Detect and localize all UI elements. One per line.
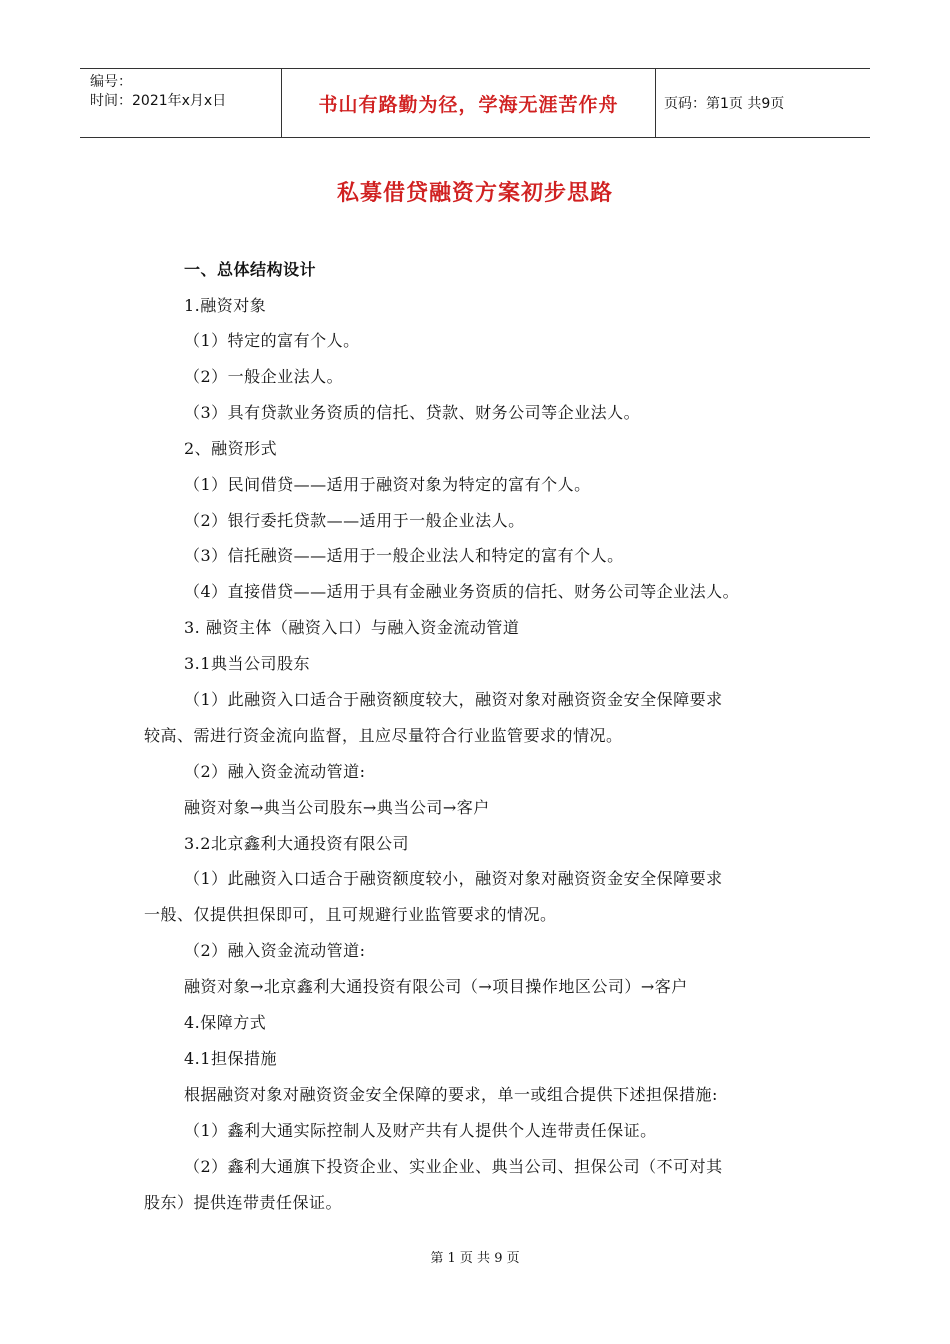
header-meta-cell — [80, 69, 282, 137]
flow-line: 融资对象→典当公司股东→典当公司→客户 — [184, 798, 490, 817]
subsection-heading: 2、融资形式 — [184, 439, 278, 458]
paragraph-line: （1）此融资入口适合于融资额度较小，融资对象对融资资金安全保障要求 — [184, 869, 723, 888]
subsection-heading: 3.1典当公司股东 — [184, 654, 310, 673]
document-title: 私募借贷融资方案初步思路 — [336, 181, 613, 206]
subsection-heading: 1.融资对象 — [184, 296, 267, 315]
list-item: （3）信托融资——适用于一般企业法人和特定的富有个人。 — [184, 546, 624, 565]
subsection-heading: 4.1担保措施 — [184, 1049, 277, 1068]
list-item: （2）银行委托贷款——适用于一般企业法人。 — [184, 511, 525, 530]
list-item: （1）鑫利大通实际控制人及财产共有人提供个人连带责任保证。 — [184, 1121, 657, 1140]
subsection-heading: 3. 融资主体（融资入口）与融入资金流动管道 — [184, 618, 520, 637]
paragraph-line: 股东）提供连带责任保证。 — [144, 1193, 343, 1212]
section-heading: 一、总体结构设计 — [184, 260, 317, 279]
list-item: （3）具有贷款业务资质的信托、贷款、财务公司等企业法人。 — [184, 403, 641, 422]
header-motto: 书山有路勤为径，学海无涯苦作舟 — [282, 69, 656, 137]
header-table — [80, 68, 870, 138]
header-page-info: 页码：第1页 共9页 — [664, 96, 785, 112]
subsection-heading: 4.保障方式 — [184, 1013, 267, 1032]
paragraph-line: 根据融资对象对融资资金安全保障的要求，单一或组合提供下述担保措施: — [184, 1085, 718, 1104]
page-footer: 第 1 页 共 9 页 — [430, 1251, 520, 1266]
list-item: （1）特定的富有个人。 — [184, 331, 360, 350]
list-item: （1）民间借贷——适用于融资对象为特定的富有个人。 — [184, 475, 591, 494]
document-time-label: 时间：2021年x月x日 — [90, 93, 227, 109]
document-number-label: 编号： — [90, 74, 132, 90]
list-item: （2）一般企业法人。 — [184, 367, 344, 386]
list-item: （2）融入资金流动管道: — [184, 762, 366, 781]
paragraph-line: 一般、仅提供担保即可，且可规避行业监管要求的情况。 — [144, 905, 557, 924]
paragraph-line: 较高、需进行资金流向监督，且应尽量符合行业监管要求的情况。 — [144, 726, 623, 745]
paragraph-line: （2）鑫利大通旗下投资企业、实业企业、典当公司、担保公司（不可对其 — [184, 1157, 723, 1176]
list-item: （2）融入资金流动管道: — [184, 941, 366, 960]
list-item: （4）直接借贷——适用于具有金融业务资质的信托、财务公司等企业法人。 — [184, 582, 740, 601]
subsection-heading: 3.2北京鑫利大通投资有限公司 — [184, 834, 409, 853]
paragraph-line: （1）此融资入口适合于融资额度较大，融资对象对融资资金安全保障要求 — [184, 690, 723, 709]
flow-line: 融资对象→北京鑫利大通投资有限公司（→项目操作地区公司）→客户 — [184, 977, 688, 996]
